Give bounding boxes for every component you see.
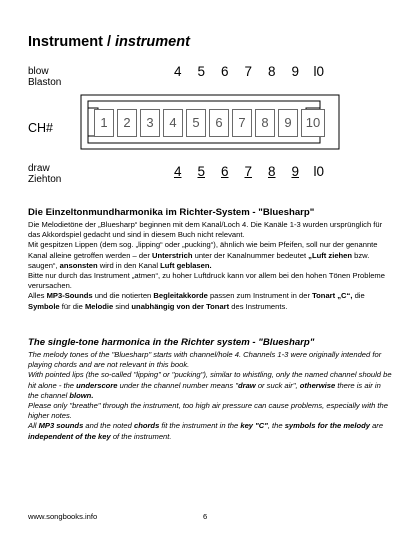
text-run: key "C" [240, 421, 268, 431]
text-run: die [352, 291, 365, 301]
draw-note: 7 [244, 164, 252, 179]
english-paragraph-3: Please only "breathe" through the instrument, too high air pressure can cause problems, especially with the higher notes. [28, 401, 388, 421]
german-paragraph-1: Die Melodietöne der „Bluesharp“ beginnen mit dem Kanal/Loch 4. Die Kanäle 1-3 wurden ursprünglich für das Akkordspiel gedacht und sind in diesem Buch nicht relevant. [28, 220, 383, 240]
english-paragraph-4 [28, 421, 393, 441]
text-run: , the [267, 421, 285, 431]
text-run: MP3 sounds [38, 421, 84, 431]
english-paragraph-1: The melody tones of the "Bluesharp" starts with channel/hole 4. Channels 1-3 were originally intended for playing chords and are not relevant in this book. [28, 350, 382, 370]
text-run: Mit gespitzen Lippen (dem sog. „lipping“ oder „pucking“), ähnlich wie beim Pfeifen, soll nur der genannte Kanal alleine getroffen werden – der [28, 240, 378, 260]
german-heading: Die Einzeltonmundharmonika im Richter-System - "Bluesharp" [28, 207, 315, 218]
text-run: there is air in the channel [28, 380, 381, 400]
text-run: otherwise [299, 380, 336, 390]
blow-label-en: blow [28, 66, 49, 77]
text-run: under the channel number means " [117, 380, 238, 390]
blow-note: l0 [313, 64, 324, 79]
channel-cell: 3 [140, 109, 160, 137]
blow-note: 6 [220, 64, 229, 79]
text-run: für die [59, 301, 85, 311]
text-run: bzw. saugen“, [28, 250, 370, 270]
channel-cell: 7 [232, 109, 252, 137]
page-title [28, 34, 190, 50]
text-run: fit the instrument in the [159, 421, 241, 431]
text-run: blown. [69, 390, 94, 400]
text-run: Melodie [84, 301, 114, 311]
text-run: Alles [28, 291, 47, 301]
channel-label: CH# [28, 121, 54, 135]
text-run: Tonart „C“, [312, 291, 353, 301]
channel-cell: 9 [278, 109, 298, 137]
channel-cell: 5 [186, 109, 206, 137]
title-main: Instrument / [28, 34, 111, 50]
footer-site: www.songbooks.info [28, 512, 98, 521]
blow-note: 9 [291, 64, 299, 79]
text-run: unabhängig von der Tonart [131, 301, 230, 311]
blow-note: 7 [244, 64, 252, 79]
draw-note: 9 [291, 164, 299, 179]
text-run: Luft geblasen. [160, 260, 212, 270]
channel-cells [80, 94, 340, 150]
german-paragraph-4 [28, 291, 393, 311]
text-run: passen zum Instrument in der [207, 291, 313, 301]
draw-note: 5 [197, 164, 205, 179]
german-section [28, 207, 393, 312]
german-paragraph-3: Bitte nur durch das Instrument „atmen“, zu hoher Luftdruck kann vor allem bei den hohen Tönen Probleme verursachen. [28, 271, 385, 291]
text-run: Symbole [28, 301, 60, 311]
text-run: independent of the key [28, 431, 111, 441]
draw-notes-row [166, 164, 331, 179]
draw-label-en: draw [28, 163, 50, 174]
english-heading: The single-tone harmonica in the Richter system - "Bluesharp" [28, 337, 315, 348]
text-run: sind [113, 301, 132, 311]
channel-cell: 6 [209, 109, 229, 137]
blow-note: 4 [173, 64, 182, 79]
blow-label [28, 66, 61, 88]
text-run: Begleitakkorde [153, 291, 208, 301]
blow-note: 5 [197, 64, 205, 79]
text-run: chords [133, 421, 160, 431]
channel-cell: 4 [163, 109, 183, 137]
text-run: With pointed lips (the so-called "lipping" or "pucking"), similar to whistling, only the named channel should be hit alone - the [28, 370, 392, 390]
draw-label-de: Ziehton [28, 174, 62, 185]
blow-notes-row [166, 64, 331, 79]
text-run: „Luft ziehen [308, 250, 353, 260]
title-italic: instrument [115, 34, 190, 50]
blow-label-de: Blaston [28, 77, 62, 88]
draw-note: 6 [220, 164, 229, 179]
channel-cell: 2 [117, 109, 137, 137]
text-run: MP3-Sounds [46, 291, 93, 301]
draw-label [28, 163, 61, 185]
text-run: or suck air", [255, 380, 300, 390]
draw-note: l0 [313, 164, 324, 179]
page-number: 6 [203, 512, 208, 521]
text-run: und die notierten [92, 291, 154, 301]
text-run: unter der Kanalnummer bedeutet [192, 250, 309, 260]
text-run: symbols for the melody [284, 421, 370, 431]
text-run: and the noted [83, 421, 134, 431]
blow-note: 8 [267, 64, 276, 79]
text-run: des Instruments. [229, 301, 288, 311]
channel-cell: 8 [255, 109, 275, 137]
draw-note: 8 [267, 164, 276, 179]
text-run: are [369, 421, 384, 431]
english-paragraph-2 [28, 370, 393, 401]
channel-cell: 10 [301, 109, 325, 137]
german-paragraph-2 [28, 240, 393, 271]
text-run: of the instrument. [110, 431, 172, 441]
text-run: wird in den Kanal [97, 260, 161, 270]
text-run: underscore [76, 380, 118, 390]
text-run: ansonsten [59, 260, 98, 270]
text-run: All [28, 421, 39, 431]
channel-cell: 1 [94, 109, 114, 137]
text-run: draw [237, 380, 256, 390]
draw-note: 4 [173, 164, 182, 179]
text-run: Unterstrich [151, 250, 193, 260]
english-section [28, 337, 393, 442]
